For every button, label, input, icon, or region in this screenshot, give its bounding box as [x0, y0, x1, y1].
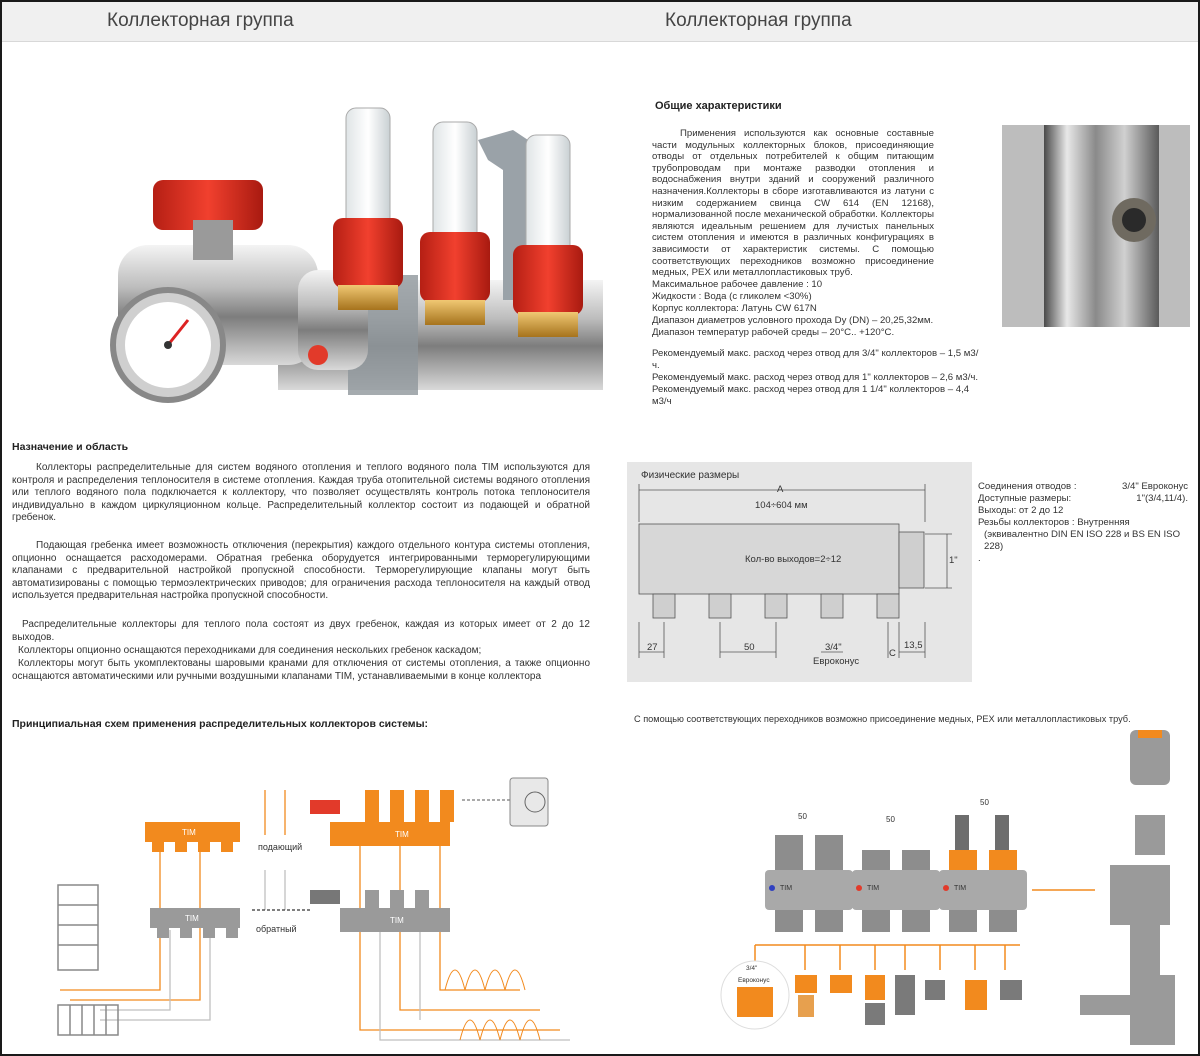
- conn-row: Выходы: от 2 до 12: [978, 505, 1064, 516]
- tim-label: TIM: [182, 828, 196, 837]
- flow-114: Рекомендуемый макс. расход через отвод для 1 1/4" коллекторов – 4,4 м3/ч: [652, 384, 970, 407]
- conn-row: Резьбы коллекторов : Внутренняя: [978, 517, 1130, 528]
- dim-outlets: Кол-во выходов=2÷12: [745, 554, 842, 565]
- dimensions-heading: Физические размеры: [641, 470, 740, 481]
- tim-label: TIM: [185, 914, 199, 923]
- pipe-photo: [1002, 125, 1190, 327]
- general-specs: [652, 279, 952, 339]
- left-page-title: Коллекторная группа: [107, 10, 294, 31]
- adapter-34: 3/4": [746, 965, 758, 972]
- purpose-p4: Коллекторы опционно оснащаются переходниками для соединения нескольких гребенок каскадом;: [18, 645, 482, 656]
- purpose-p1: Коллекторы распределительные для систем водяного отопления и теплого водяного пола TIM используются для контроля и распределения теплоносителя в системе отопления. Каждая труба отопительной системы водяного отопления или теплого водяного пола подключается к коллектору, что позволяет осуществлять контроль потока теплоносителя индивидуально в каждом циркуляционном кольце. Распределительный коллектор состоит из подающей и обратной гребенок.: [12, 462, 590, 524]
- flow-34: Рекомендуемый макс. расход через отвод для 3/4" коллекторов – 1,5 м3/ч.: [652, 348, 979, 371]
- return-label: обратный: [256, 924, 297, 934]
- spec-pressure: Максимальное рабочее давление : 10: [652, 279, 823, 290]
- purpose-p2: Подающая гребенка имеет возможность отключения (перекрытия) каждого отдельного контура системы отопления, опционно оснащается расходомерами. Обратная гребенка оборудуется интегрированными терморегулирующими клапанами с предварительной настройкой пропускной способности. Терморегулирующие клапаны могут быть автоматизированы с помощью термоэлектрических приводов; для ограничения расхода теплоносителя на каждый отвод используется предварительная настройка пропускной способности.: [12, 540, 590, 602]
- conn-row: Соединения отводов : 3/4" Евроконус: [978, 481, 1188, 492]
- adapter-tim: TIM: [954, 885, 967, 892]
- scheme-diagram: [40, 760, 600, 1050]
- dim-27: 27: [647, 642, 658, 653]
- spec-fluids: Жидкости : Вода (с гликолем <30%): [652, 291, 812, 302]
- conn-row: Доступные размеры: 1"(3/4,11/4).: [978, 493, 1188, 504]
- scheme-heading: Принципиальная схем применения распределительных коллекторов системы:: [12, 718, 429, 730]
- dim-c: C: [889, 648, 896, 659]
- purpose-p5: Коллекторы могут быть укомплектованы шаровыми кранами для отключения от системы отопления, а также опционно оснащаются автоматическими или ручными воздушными клапанами TIM, устанавливаемыми в конце коллектора: [12, 658, 590, 682]
- general-heading: Общие характеристики: [655, 100, 782, 112]
- dim-135: 13,5: [904, 640, 923, 651]
- flow-1: Рекомендуемый макс. расход через отвод для 1" коллекторов – 2,6 м3/ч.: [652, 372, 979, 383]
- dim-eurocone: Евроконус: [813, 656, 860, 667]
- tim-label: TIM: [395, 830, 409, 839]
- dim-1inch: 1": [949, 555, 958, 566]
- conn-row: (эквивалентно DIN EN ISO 228 и BS EN ISO 228): [984, 529, 1181, 552]
- conn-row: .: [978, 553, 981, 564]
- spec-temperature: Диапазон температур рабочей среды – 20°C.. +120°C.: [652, 327, 895, 338]
- connection-specs: [978, 481, 1188, 565]
- purpose-p3: Распределительные коллекторы для теплого пола состоят из двух гребенок, каждая из которых имеет от 2 до 12 выходов.: [12, 619, 590, 643]
- adapter-tim: TIM: [780, 885, 793, 892]
- spec-diameter: Диапазон диаметров условного прохода Dy (DN) – 20,25,32мм.: [652, 315, 934, 326]
- manifold-photo: [108, 100, 603, 410]
- adapter-50: 50: [980, 798, 989, 807]
- tim-label: TIM: [390, 916, 404, 925]
- dim-50: 50: [744, 642, 755, 653]
- dimensions-drawing: [627, 462, 972, 682]
- dim-range: 104÷604 мм: [755, 500, 808, 511]
- dim-34: 3/4": [825, 642, 842, 653]
- adapters-note: С помощью соответствующих переходников возможно присоединение медных, PEX или металлопластиковых труб.: [634, 714, 1131, 724]
- general-paragraph: Применения используются как основные составные части модульных коллекторных блоков, присоединяющие отводы от отдельных потребителей к общим питающим трубопроводам при монтаже разводки отопления и водоснабжения внутри зданий и сооружений различного назначения.Коллекторы в сборе изготавливаются из латуни с низким содержанием свинца CW 614 (EN 12168), нормализованной после механической обработки. Коллекторы являются идеальным решением для лучистых панельных систем отопления и имеются в различных конфигурациях в зависимости от характеристик системы. С помощью соответствующих переходников возможно присоединение медных, PEX или металлопластиковых труб.: [652, 128, 934, 279]
- adapter-eurocone: Евроконус: [738, 977, 770, 984]
- right-page-title: Коллекторная группа: [665, 10, 852, 31]
- spec-body: Корпус коллектора: Латунь CW 617N: [652, 303, 817, 314]
- adapter-tim: TIM: [867, 885, 880, 892]
- flow-specs: [652, 348, 982, 408]
- adapter-50: 50: [798, 812, 807, 821]
- adapter-50: 50: [886, 815, 895, 824]
- adapters-diagram: [720, 725, 1198, 1050]
- purpose-heading: Назначение и область: [12, 441, 129, 453]
- dim-a: A: [777, 484, 784, 495]
- supply-label: подающий: [258, 842, 303, 852]
